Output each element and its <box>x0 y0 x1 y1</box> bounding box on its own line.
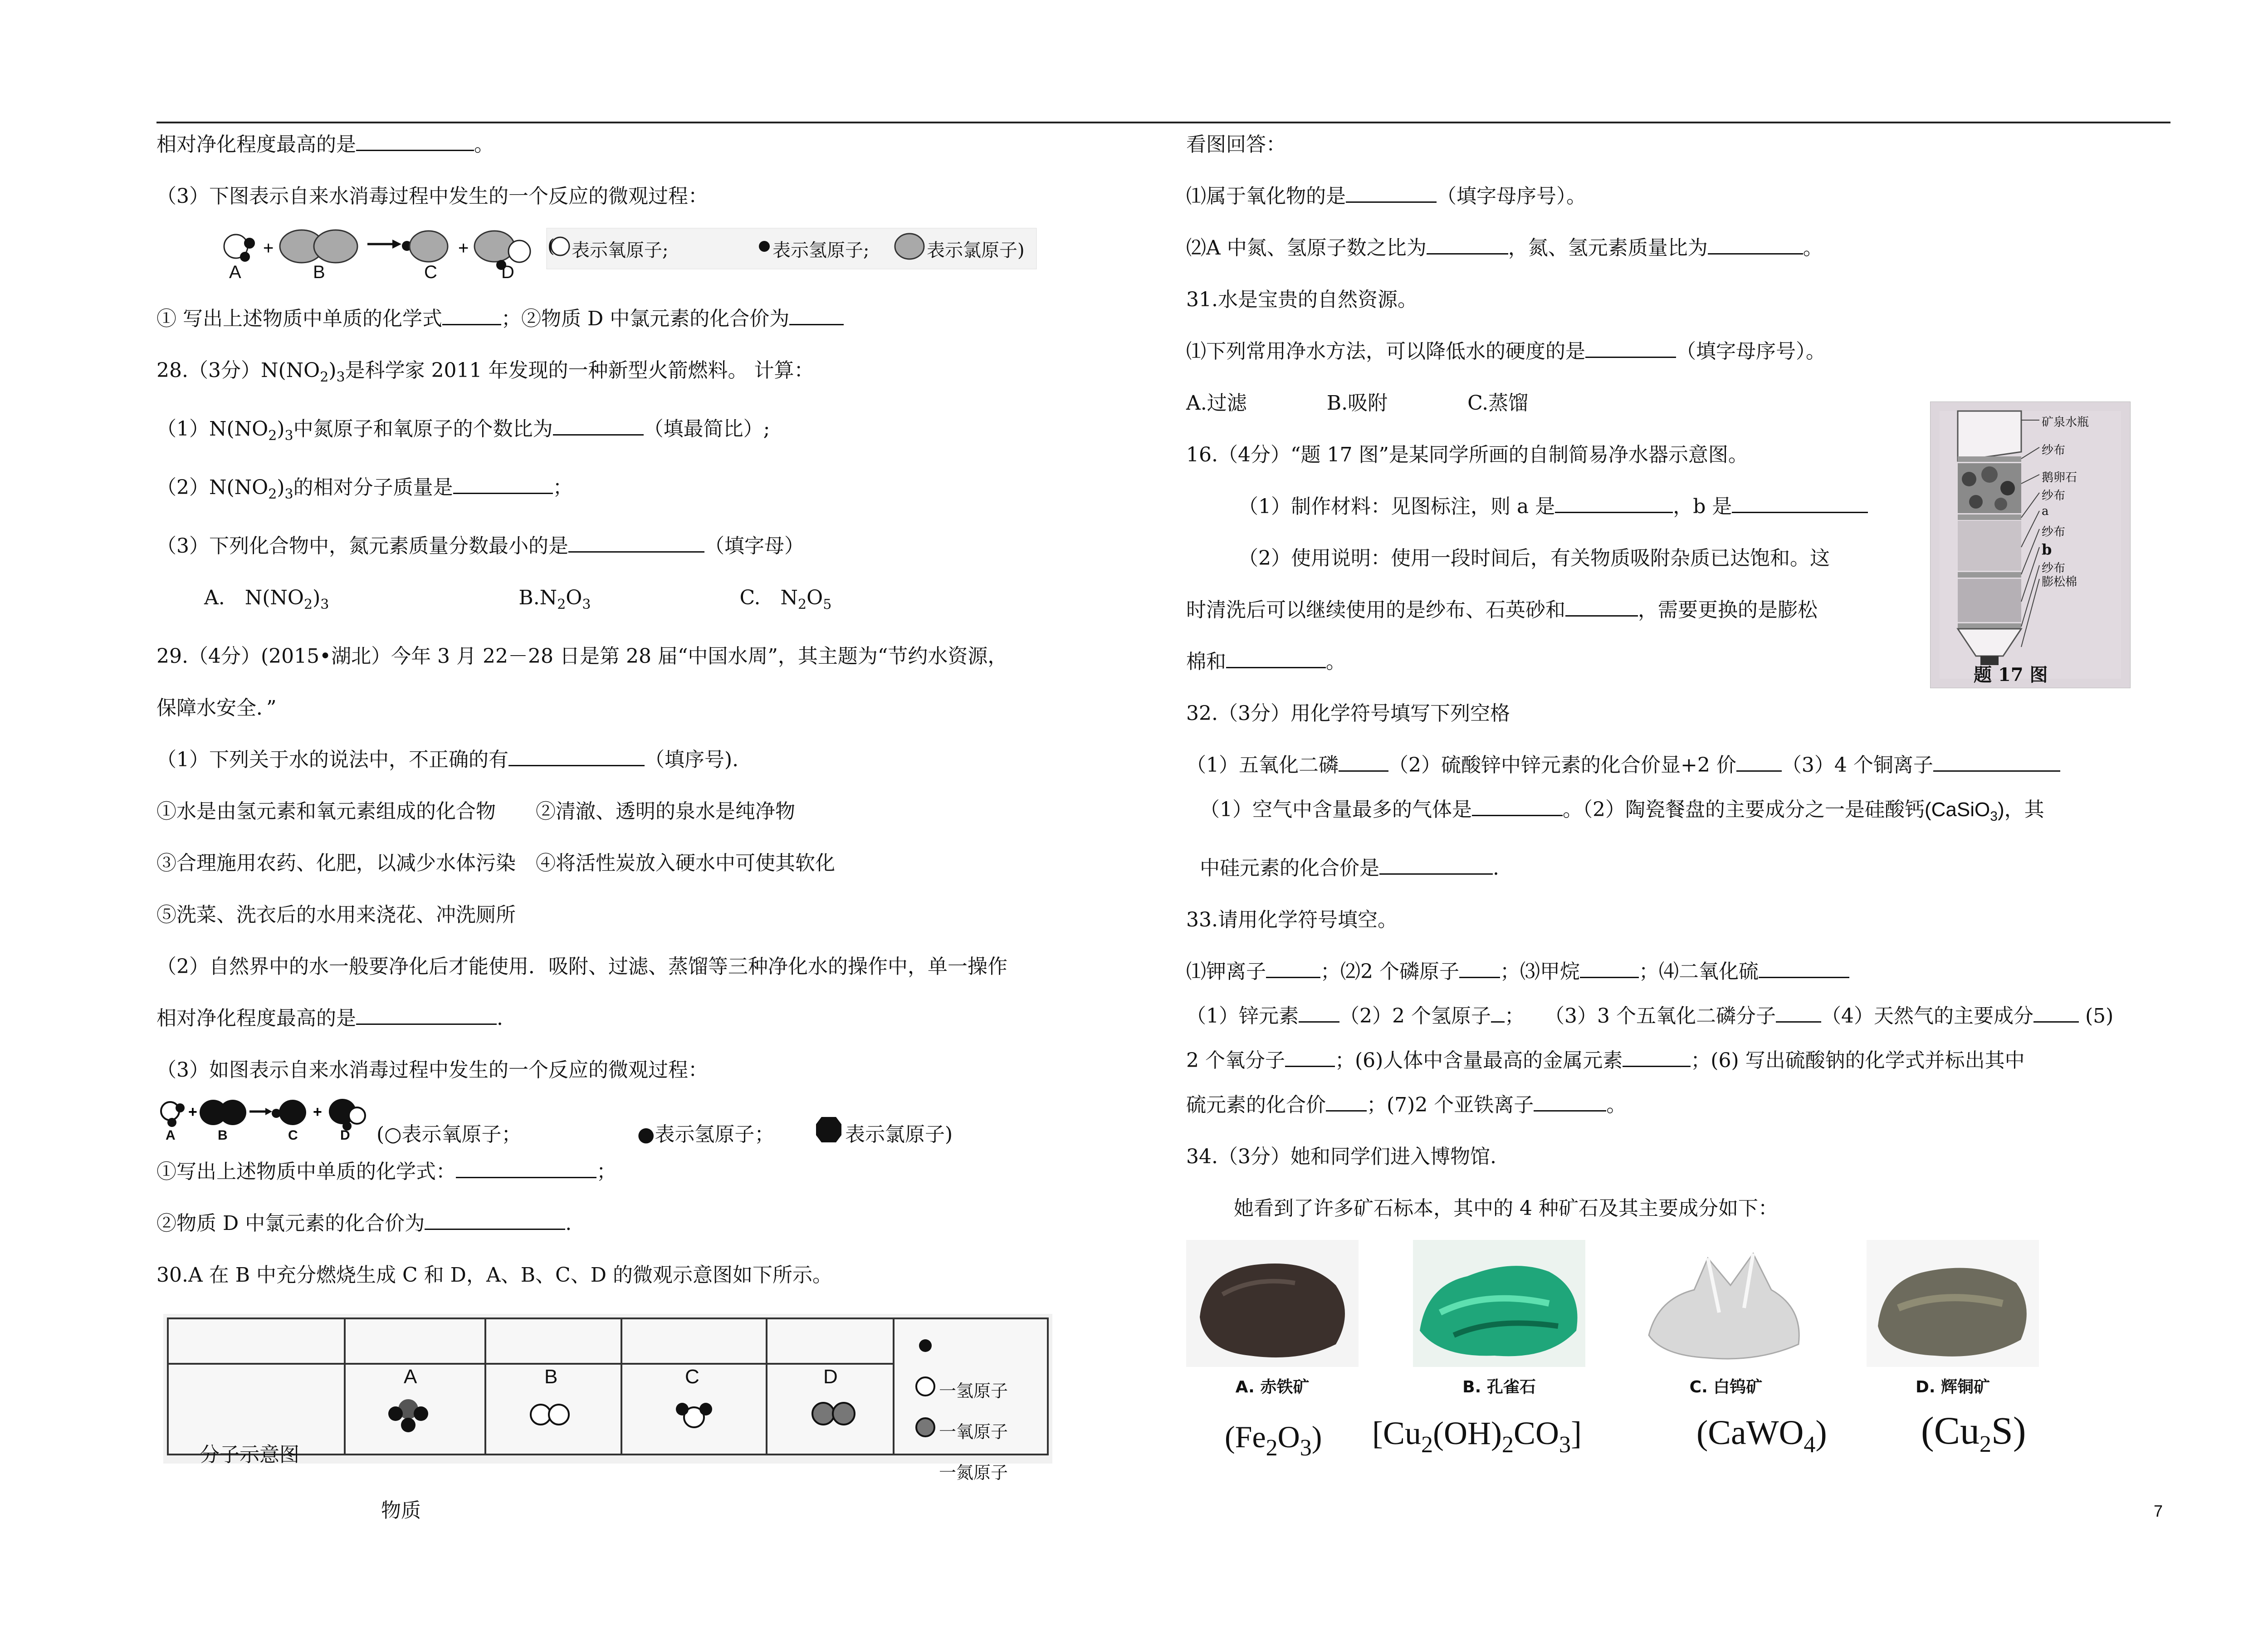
filter-label: 纱布 <box>2042 444 2066 457</box>
legend-oxygen: (○表示氧原子； <box>376 1123 522 1146</box>
legend-nitrogen: 一氮原子 <box>939 1463 1008 1483</box>
text-line: 硫元素的化合价 ；(7)2 个亚铁离子 。 <box>1186 1093 1627 1117</box>
label-c: C <box>288 1128 298 1143</box>
text-line: （3）下图表示自来水消毒过程中发生的一个反应的微观过程： <box>156 185 708 208</box>
mineral-gallery <box>1186 1240 2189 1494</box>
mineral-label-d: D. 辉铜矿 <box>1915 1378 1990 1396</box>
filter-label: 鹅卵石 <box>2042 471 2077 485</box>
text-line: 棉和 。 <box>1186 650 1346 673</box>
page-number: 7 <box>2154 1502 2163 1520</box>
answer-blank[interactable] <box>453 488 553 494</box>
answer-blank[interactable] <box>1491 1017 1505 1023</box>
options-line: A. $N(NO_2)_3$ $B.N_2O_3$ C. $N_2O_5$ <box>204 586 832 612</box>
text-line: $(2)N(NO_2)_3$的相对分子质量是 ； <box>156 476 573 502</box>
answer-blank[interactable] <box>1326 1106 1367 1112</box>
answer-blank[interactable] <box>1555 507 1673 513</box>
formula-b: $[Cu_2(OH)_2CO_3]$ <box>1372 1415 1582 1458</box>
text-line: ⑴下列常用净水方法，可以降低水的硬度的是 （填字母序号）。 <box>1186 340 1826 363</box>
filter-caption: 题 17 图 <box>1974 664 2048 686</box>
text-line: ①写出上述物质中单质的化学式： ； <box>156 1160 616 1183</box>
answer-blank[interactable] <box>1346 197 1437 203</box>
text-line: （3）如图表示自来水消毒过程中发生的一个反应的微观过程： <box>156 1058 708 1082</box>
answer-blank[interactable] <box>1285 1061 1335 1067</box>
answer-blank[interactable] <box>1759 972 1849 978</box>
label-a: A <box>229 262 241 282</box>
text-line: $(1)N(NO_2)_3$中氮原子和氧原子的个数比为 （填最简比）; <box>156 417 770 444</box>
text-line: 30.A 在 B 中充分燃烧生成 C 和 D，A、B、C、D 的微观示意图如下所示。 <box>156 1264 832 1287</box>
table-row-label: 分子示意图 <box>200 1443 299 1466</box>
right-column <box>1186 132 2189 1494</box>
filter-label: 膨松棉 <box>2042 575 2077 589</box>
text-line: （2）自然界中的水一般要净化后才能使用．吸附、过滤、蒸馏等三种净化水的操作中，单一操作 <box>156 955 1007 978</box>
answer-blank[interactable] <box>425 1224 565 1230</box>
reaction-diagram-2 <box>156 1095 1154 1145</box>
table-labels <box>163 1357 1052 1506</box>
water-filter-figure <box>1930 402 2131 688</box>
answer-blank[interactable] <box>1708 249 1803 255</box>
svg-text:+: + <box>313 1103 322 1121</box>
text-line: ⑵A 中氮、氢原子数之比为 ，氮、氢元素质量比为 。 <box>1186 236 1823 260</box>
answer-blank[interactable] <box>442 319 501 325</box>
answer-blank[interactable] <box>1623 1061 1691 1067</box>
legend-hydrogen: 表示氢原子; <box>772 240 870 261</box>
text-line: 34.（3分）她和同学们进入博物馆. <box>1186 1145 1496 1168</box>
answer-blank[interactable] <box>1565 611 1638 617</box>
label-b: B <box>218 1128 228 1143</box>
text-line: （1）五氧化二磷 （2）硫酸锌中锌元素的化合价显+2 价 （3）4 个铜离子 <box>1186 752 2189 779</box>
table-header-a: A <box>404 1366 417 1388</box>
answer-blank[interactable] <box>1427 249 1508 255</box>
text-line: ① 写出上述物质中单质的化学式 ；②物质 D 中氯元素的化合价为 <box>156 306 1154 332</box>
scheelite-image <box>1640 1240 1812 1367</box>
text-line: 31.水是宝贵的自然资源。 <box>1186 288 1418 311</box>
answer-blank[interactable] <box>1732 507 1868 513</box>
text-line: 相对净化程度最高的是 . <box>156 1007 503 1030</box>
text-line: 相对净化程度最高的是 。 <box>156 133 494 156</box>
legend-open: ( <box>547 236 555 257</box>
label-a: A <box>166 1128 176 1143</box>
answer-blank[interactable] <box>1266 972 1320 978</box>
chalcocite-image <box>1867 1240 2039 1367</box>
text-line: （1）空气中含量最多的气体是 。（2）陶瓷餐盘的主要成分之一是硅酸钙(CaSiO$_3$)，其 <box>1200 798 2044 824</box>
filter-label: b <box>2042 541 2052 558</box>
answer-blank[interactable] <box>1226 662 1326 668</box>
legend-hydrogen: ●表示氢原子； <box>637 1123 775 1146</box>
legend-oxygen: 表示氧原子; <box>572 240 669 261</box>
answer-blank[interactable] <box>1534 1106 1606 1112</box>
text-line: （3）下列化合物中，氮元素质量分数最小的是 （填字母） <box>156 534 804 558</box>
label-b: B <box>313 262 325 282</box>
formula-d: $(Cu_2S)$ <box>1921 1409 2026 1457</box>
answer-blank[interactable] <box>1776 1017 1821 1023</box>
answer-blank[interactable] <box>553 430 644 436</box>
table-header-substance: 物质 <box>381 1499 421 1522</box>
text-line: ⑴属于氧化物的是 （填字母序号）。 <box>1186 185 1586 208</box>
formula-a: $(Fe_2O_3)$ <box>1225 1420 1322 1461</box>
mineral-label-c: C. 白钨矿 <box>1689 1378 1763 1396</box>
answer-blank[interactable] <box>1933 766 2060 772</box>
text-line: 她看到了许多矿石标本，其中的 4 种矿石及其主要成分如下： <box>1234 1197 1778 1220</box>
answer-blank[interactable] <box>508 760 645 766</box>
text-line: 16.（4分）“题 17 图”是某同学所画的自制简易净水器示意图。 <box>1186 443 1748 466</box>
text-line: 保障水安全．” <box>156 696 277 720</box>
answer-blank[interactable] <box>356 145 474 151</box>
text-line: 看图回答： <box>1186 133 1286 156</box>
answer-blank[interactable] <box>568 547 704 553</box>
text-line: （1）制作材料：见图标注，则 a 是 ，b 是 <box>1186 494 2189 520</box>
text-line: 29.（4分）(2015•湖北）今年 3 月 22－28 日是第 28 届“中国水周”，其主题为“节约水资源， <box>156 645 1008 668</box>
answer-blank[interactable] <box>789 319 844 325</box>
filter-label: 纱布 <box>2042 489 2066 503</box>
legend-oxygen: 一氧原子 <box>939 1422 1008 1442</box>
answer-blank[interactable] <box>356 1019 497 1025</box>
text-line: 32.（3分）用化学符号填写下列空格 <box>1186 702 1510 725</box>
answer-blank[interactable] <box>1736 766 1782 772</box>
mineral-label-a: A. 赤铁矿 <box>1235 1378 1310 1396</box>
answer-blank[interactable] <box>1299 1017 1339 1023</box>
legend-chlorine: 表示氯原子) <box>845 1123 953 1146</box>
legend-chlorine: 表示氯原子) <box>927 240 1025 261</box>
text-line: ⑴钾离子 ；⑵2 个磷原子 ；⑶甲烷 ；⑷二氧化硫 <box>1186 959 2189 985</box>
answer-blank[interactable] <box>1379 869 1493 875</box>
filter-label: 纱布 <box>2042 562 2066 575</box>
text-line: 中硅元素的化合价是 . <box>1200 857 1499 880</box>
table-header-d: D <box>823 1366 838 1388</box>
answer-blank[interactable] <box>1472 810 1563 816</box>
text-line: ①水是由氢元素和氧元素组成的化合物 ②清澈、透明的泉水是纯净物 <box>156 800 795 823</box>
chlorine-legend-icon <box>814 1115 843 1144</box>
label-c: C <box>424 262 437 282</box>
svg-text:+: + <box>188 1103 197 1121</box>
text-line: ③合理施用农药、化肥，以减少水体污染 ④将活性炭放入硬水中可使其软化 <box>156 852 835 875</box>
filter-label: 矿泉水瓶 <box>2042 416 2089 429</box>
text-line: （1）锌元素 （2）2 个氢原子 ； （3）3 个五氧化二磷分子 （4）天然气的主要成分 (5) <box>1186 1004 2114 1028</box>
filter-label: 纱布 <box>2042 525 2066 539</box>
answer-blank[interactable] <box>1580 972 1639 978</box>
text-line: ②物质 D 中氯元素的化合价为 . <box>156 1212 572 1235</box>
answer-blank[interactable] <box>2033 1017 2079 1023</box>
answer-blank[interactable] <box>456 1172 596 1178</box>
text-line: （1）下列关于水的说法中，不正确的有 （填序号). <box>156 748 739 771</box>
legend-hydrogen: 一氢原子 <box>939 1381 1008 1401</box>
text-line: ⑤洗菜、洗衣后的水用来浇花、冲洗厕所 <box>156 903 516 926</box>
formula-c: (CaWO$_4$) <box>1696 1414 1827 1458</box>
header-rule <box>156 122 2170 123</box>
text-line: 时清洗后可以继续使用的是纱布、石英砂和 ，需要更换的是膨松 <box>1186 598 1818 622</box>
text-line: 33.请用化学符号填空。 <box>1186 908 1398 931</box>
table-header-c: C <box>685 1366 699 1388</box>
mineral-label-b: B. 孔雀石 <box>1462 1378 1536 1396</box>
text-line: 28.（3分）$N(NO_2)_3$是科学家 2011 年发现的一种新型火箭燃料。 计算： <box>156 359 814 385</box>
text-line: （2）使用说明：使用一段时间后，有关物质吸附杂质已达饱和。这 <box>1238 547 1830 570</box>
svg-text:+: + <box>458 238 469 258</box>
malachite-image <box>1413 1240 1585 1367</box>
filter-label: a <box>2042 504 2049 518</box>
table-header-b: B <box>544 1366 558 1388</box>
hematite-image <box>1186 1240 1359 1367</box>
label-d: D <box>501 262 514 282</box>
text-line: 2 个氧分子 ；(6)人体中含量最高的金属元素 ；(6) 写出硫酸钠的化学式并标出其中 <box>1186 1049 2025 1072</box>
reaction-diagram-1 <box>156 226 1154 280</box>
text-line: A.过滤 B.吸附 C.蒸馏 <box>1186 392 1529 415</box>
label-d: D <box>340 1128 350 1143</box>
svg-text:+: + <box>263 238 274 258</box>
answer-blank[interactable] <box>1339 766 1388 772</box>
answer-blank[interactable] <box>1585 352 1676 358</box>
answer-blank[interactable] <box>1459 972 1500 978</box>
